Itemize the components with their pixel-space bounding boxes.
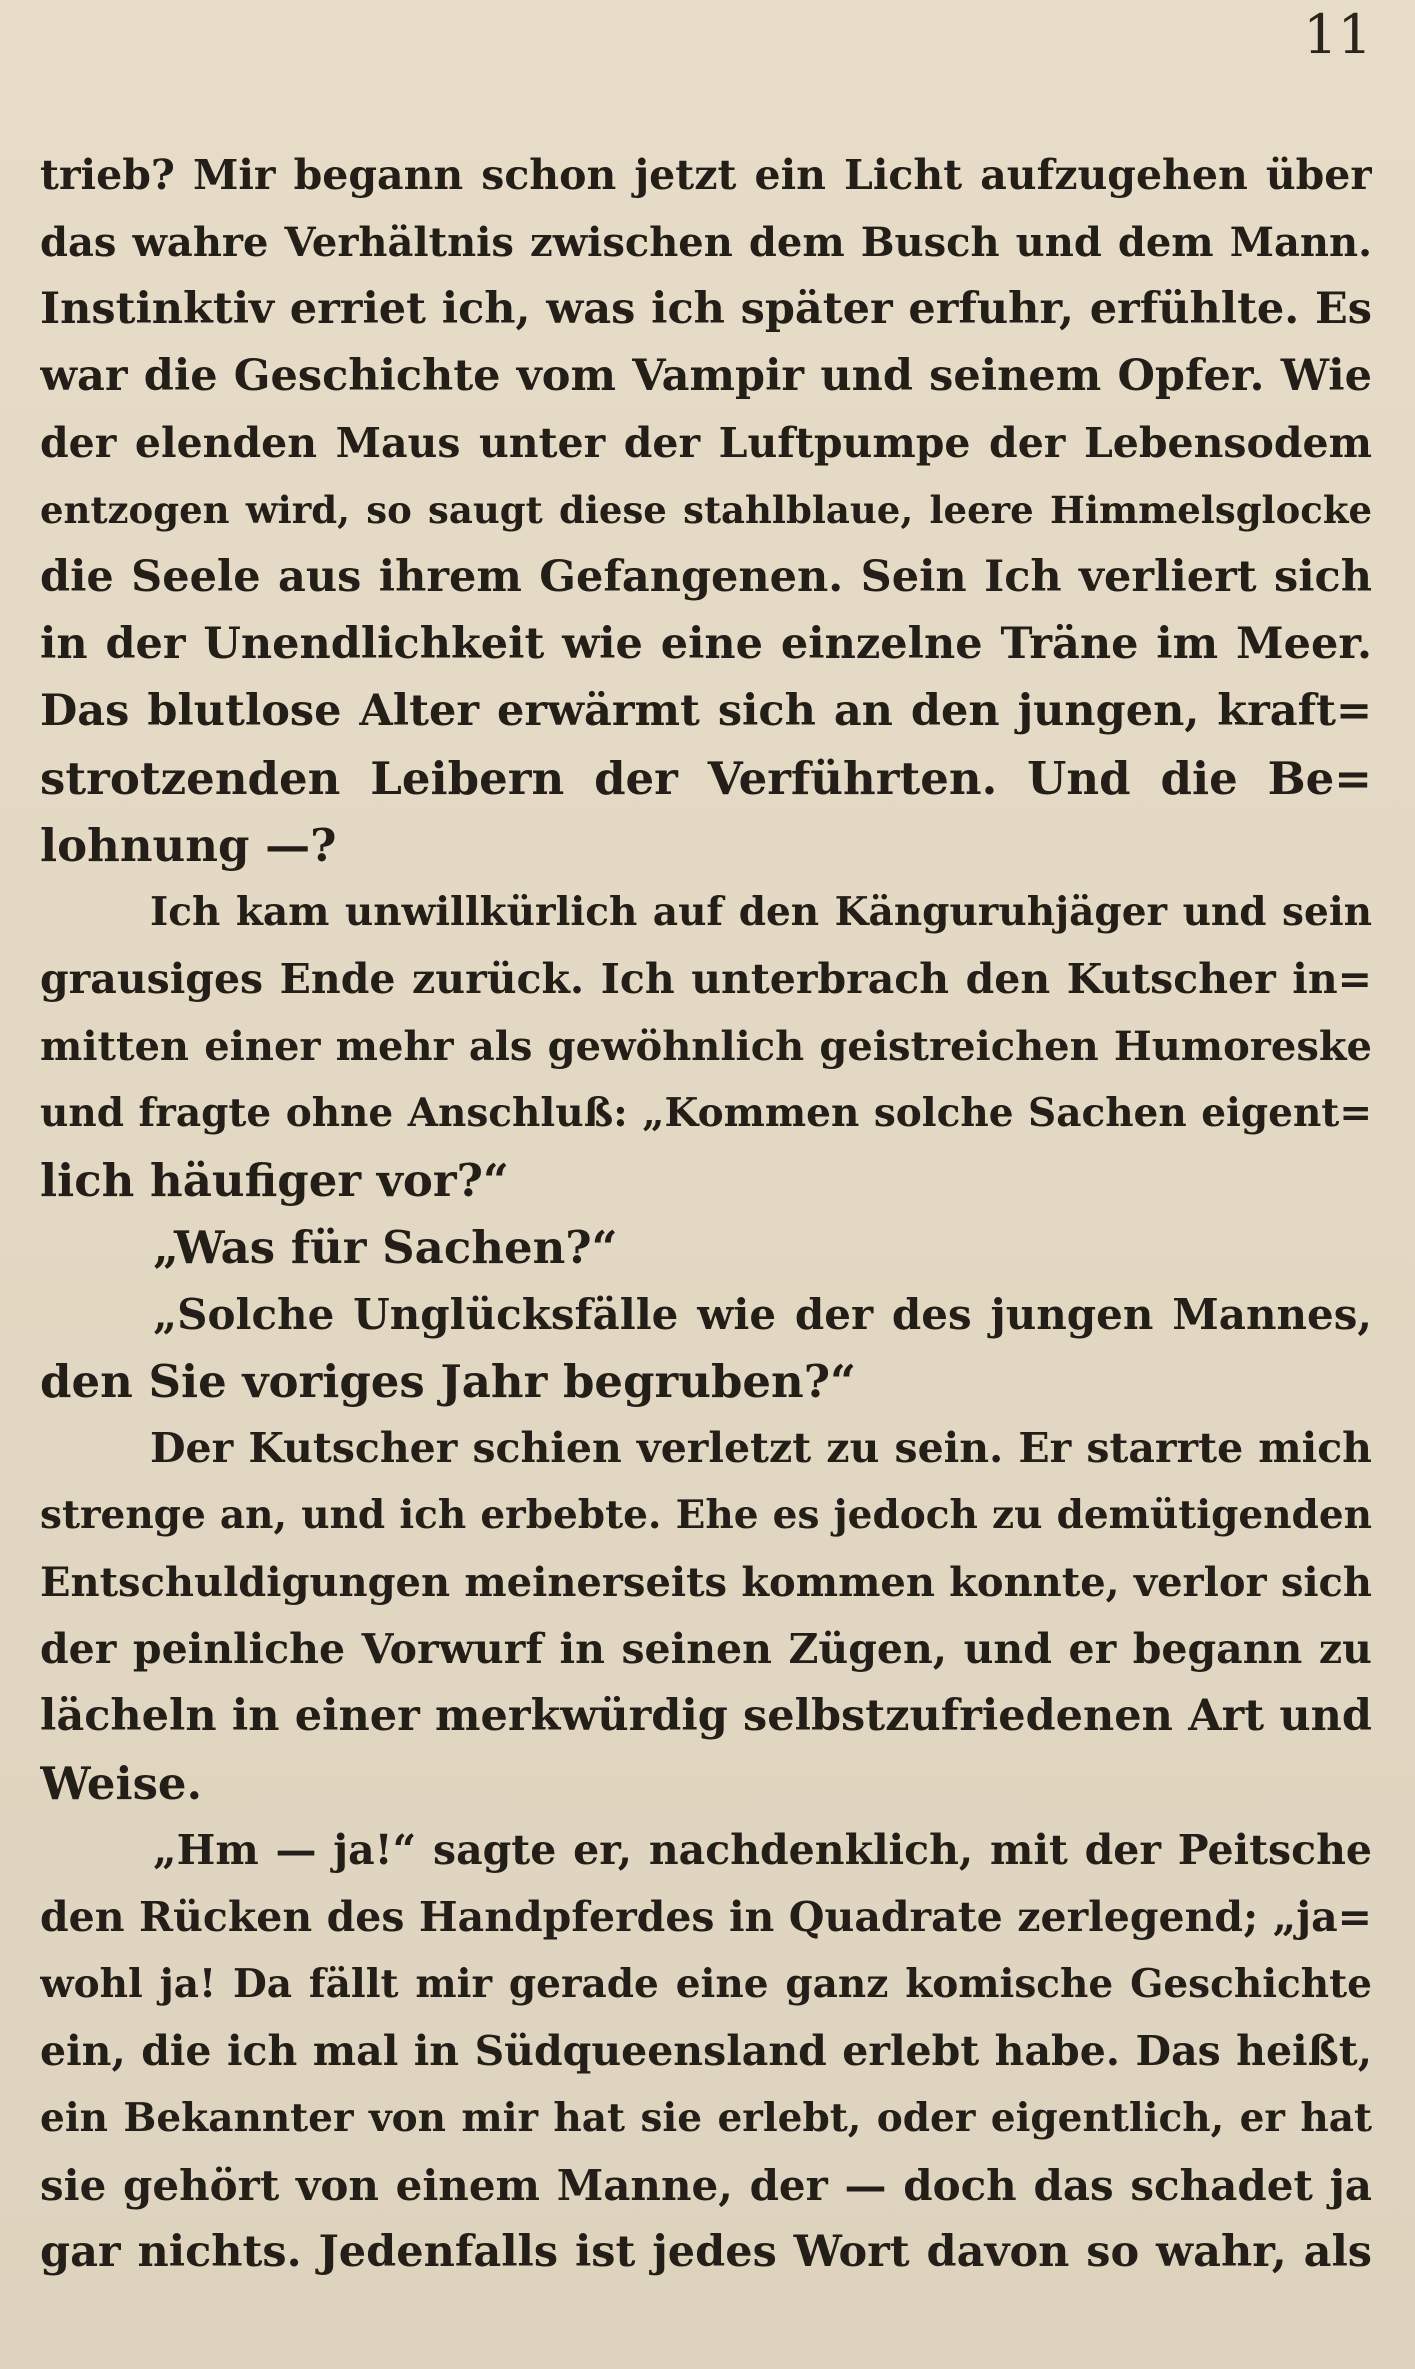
text-line: und fragte ohne Anschluß: „Kommen solche Sachen eigent=	[40, 1090, 1372, 1136]
text-line: Das blutlose Alter erwärmt sich an den jungen, kraft=	[40, 686, 1372, 736]
text-line: grausiges Ende zurück. Ich unterbrach den Kutscher in=	[40, 955, 1372, 1003]
text-line: lohnung —?	[40, 819, 337, 872]
page-number: 11	[1303, 3, 1372, 66]
text-line: lich häufiger vor?“	[40, 1154, 509, 1207]
text-line: das wahre Verhältnis zwischen dem Busch und dem Mann.	[40, 219, 1372, 266]
text-line: Der Kutscher schien verletzt zu sein. Er starrte mich	[150, 1424, 1372, 1472]
text-line: der elenden Maus unter der Luftpumpe der Lebensodem	[40, 419, 1372, 467]
text-line: war die Geschichte vom Vampir und seinem Opfer. Wie	[40, 351, 1372, 401]
text-line: sie gehört von einem Manne, der — doch das schadet ja	[40, 2161, 1372, 2210]
text-line: der peinliche Vorwurf in seinen Zügen, und er begann zu	[40, 1625, 1372, 1673]
text-line: den Sie voriges Jahr begruben?“	[40, 1355, 857, 1408]
text-line: die Seele aus ihrem Gefangenen. Sein Ich verliert sich	[40, 552, 1372, 602]
text-line: Entschuldigungen meinerseits kommen konnte, verlor sich	[40, 1559, 1372, 1606]
text-line: „Solche Unglücksfälle wie der des jungen Mannes,	[153, 1290, 1372, 1339]
text-line: Weise.	[40, 1757, 203, 1810]
text-line: den Rücken des Handpferdes in Quadrate zerlegend; „ja=	[40, 1893, 1372, 1941]
text-line: Instinktiv erriet ich, was ich später erfuhr, erfühlte. Es	[40, 284, 1372, 334]
text-line: strenge an, und ich erbebte. Ehe es jedoch zu demütigenden	[40, 1492, 1372, 1538]
text-line: mitten einer mehr als gewöhnlich geistreichen Humoreske	[40, 1023, 1372, 1070]
text-line: trieb? Mir begann schon jetzt ein Licht aufzugehen über	[40, 151, 1372, 199]
text-line: „Hm — ja!“ sagte er, nachdenklich, mit der Peitsche	[153, 1826, 1372, 1874]
text-line: strotzenden Leibern der Verführten. Und die Be=	[40, 752, 1372, 805]
text-line: ein, die ich mal in Südqueensland erlebt habe. Das heißt,	[40, 2027, 1372, 2075]
text-line: entzogen wird, so saugt diese stahlblaue, leere Himmelsglocke	[40, 488, 1372, 532]
text-line: gar nichts. Jedenfalls ist jedes Wort davon so wahr, als	[40, 2227, 1372, 2277]
text-line: wohl ja! Da fällt mir gerade eine ganz komische Geschichte	[40, 1961, 1372, 2007]
body-text	[40, 142, 1372, 2286]
text-line: lächeln in einer merkwürdig selbstzufriedenen Art und	[40, 1691, 1372, 1741]
text-line: Ich kam unwillkürlich auf den Känguruhjäger und sein	[150, 889, 1372, 935]
text-line: in der Unendlichkeit wie eine einzelne Träne im Meer.	[40, 619, 1372, 669]
text-line: „Was für Sachen?“	[153, 1221, 618, 1274]
text-line: ein Bekannter von mir hat sie erlebt, oder eigentlich, er hat	[40, 2095, 1372, 2141]
